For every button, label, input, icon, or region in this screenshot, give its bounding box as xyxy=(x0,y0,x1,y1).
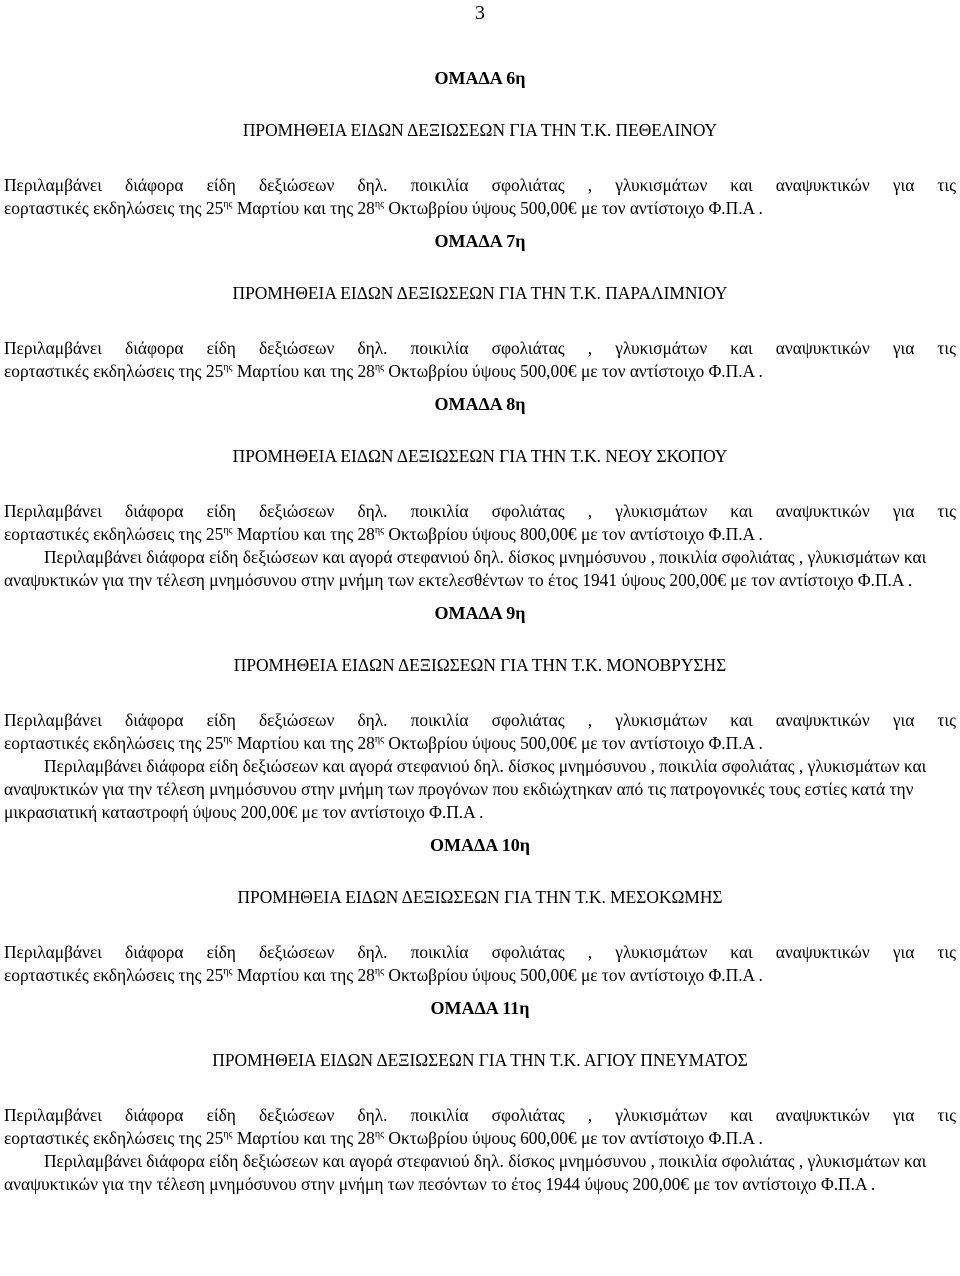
description-line-1: Περιλαμβάνει διάφορα είδη δεξιώσεων δηλ. ποικιλία σφολιάτας , γλυκισμάτων και αναψυκτικών για τις xyxy=(4,1105,956,1125)
description-line-2 xyxy=(4,1127,956,1150)
group-heading: ΟΜΑΔΑ 9η xyxy=(434,603,526,623)
description-text: Οκτωβρίου ύψους 500,00€ με τον αντίστοιχο Φ.Π.Α . xyxy=(384,965,763,985)
superscript-suffix: ης xyxy=(374,525,385,536)
description-line-1: Περιλαμβάνει διάφορα είδη δεξιώσεων δηλ. ποικιλία σφολιάτας , γλυκισμάτων και αναψυκτικών για τις xyxy=(4,175,956,195)
group-section xyxy=(4,393,956,592)
superscript-suffix: ης xyxy=(223,525,233,536)
description-text: Μαρτίου και της 28 xyxy=(232,965,375,985)
group-section xyxy=(4,602,956,824)
description-text: εορταστικές εκδηλώσεις της 25 xyxy=(4,198,224,218)
group-heading: ΟΜΑΔΑ 6η xyxy=(434,68,526,88)
document-body xyxy=(4,67,956,1196)
description-text: Οκτωβρίου ύψους 500,00€ με τον αντίστοιχο Φ.Π.Α . xyxy=(384,198,763,218)
description-text: Οκτωβρίου ύψους 500,00€ με τον αντίστοιχο Φ.Π.Α . xyxy=(384,361,763,381)
description-line-2 xyxy=(4,964,956,987)
description-line-1: Περιλαμβάνει διάφορα είδη δεξιώσεων δηλ. ποικιλία σφολιάτας , γλυκισμάτων και αναψυκτικών για τις xyxy=(4,338,956,358)
superscript-suffix: ης xyxy=(223,362,233,373)
group-section xyxy=(4,67,956,220)
description-text: εορταστικές εκδηλώσεις της 25 xyxy=(4,733,224,753)
group-title: ΠΡΟΜΗΘΕΙΑ ΕΙΔΩΝ ΔΕΞΙΩΣΕΩΝ ΓΙΑ ΤΗΝ Τ.Κ. ΜΟΝΟΒΡΥΣΗΣ xyxy=(233,655,727,675)
group-section xyxy=(4,230,956,383)
description-text: Μαρτίου και της 28 xyxy=(232,198,375,218)
description-line-1: Περιλαμβάνει διάφορα είδη δεξιώσεων δηλ. ποικιλία σφολιάτας , γλυκισμάτων και αναψυκτικών για τις xyxy=(4,501,956,521)
group-title: ΠΡΟΜΗΘΕΙΑ ΕΙΔΩΝ ΔΕΞΙΩΣΕΩΝ ΓΙΑ ΤΗΝ Τ.Κ. ΜΕΣΟΚΩΜΗΣ xyxy=(237,887,723,907)
group-section xyxy=(4,997,956,1196)
description-line-1: Περιλαμβάνει διάφορα είδη δεξιώσεων δηλ. ποικιλία σφολιάτας , γλυκισμάτων και αναψυκτικών για τις xyxy=(4,710,956,730)
additional-description: Περιλαμβάνει διάφορα είδη δεξιώσεων και αγορά στεφανιού δηλ. δίσκος μνημόσυνου , ποικιλία σφολιάτας , γλυκισμάτων και αναψυκτικών για την τέλεση μνημόσυνου στην μνήμη των προγόνων που εκδιώχτηκαν από τις πατρογονικές τους εστίες κατά την μικρασιατική καταστροφή ύψους 200,00€ με τον αντίστοιχο Φ.Π.Α . xyxy=(4,756,927,822)
group-heading: ΟΜΑΔΑ 10η xyxy=(429,835,530,855)
superscript-suffix: ης xyxy=(374,966,385,977)
additional-description: Περιλαμβάνει διάφορα είδη δεξιώσεων και αγορά στεφανιού δηλ. δίσκος μνημόσυνου , ποικιλία σφολιάτας , γλυκισμάτων και αναψυκτικών για την τέλεση μνημόσυνου στην μνήμη των εκτελεσθέντων το έτος 1941 ύψους 200,00€ με τον αντίστοιχο Φ.Π.Α . xyxy=(4,547,927,590)
description-text: εορταστικές εκδηλώσεις της 25 xyxy=(4,965,224,985)
description-text: εορταστικές εκδηλώσεις της 25 xyxy=(4,361,224,381)
group-title: ΠΡΟΜΗΘΕΙΑ ΕΙΔΩΝ ΔΕΞΙΩΣΕΩΝ ΓΙΑ ΤΗΝ Τ.Κ. ΠΑΡΑΛΙΜΝΙΟΥ xyxy=(232,283,728,303)
superscript-suffix: ης xyxy=(223,199,233,210)
page-number: 3 xyxy=(475,2,485,24)
superscript-suffix: ης xyxy=(223,966,233,977)
superscript-suffix: ης xyxy=(374,199,385,210)
description-text: Οκτωβρίου ύψους 800,00€ με τον αντίστοιχο Φ.Π.Α . xyxy=(384,524,763,544)
description-text: Οκτωβρίου ύψους 500,00€ με τον αντίστοιχο Φ.Π.Α . xyxy=(384,733,763,753)
description-text: Οκτωβρίου ύψους 600,00€ με τον αντίστοιχο Φ.Π.Α . xyxy=(384,1128,763,1148)
description-line-2 xyxy=(4,523,956,546)
additional-description: Περιλαμβάνει διάφορα είδη δεξιώσεων και αγορά στεφανιού δηλ. δίσκος μνημόσυνου , ποικιλία σφολιάτας , γλυκισμάτων και αναψυκτικών για την τέλεση μνημόσυνου στην μνήμη των πεσόντων το έτος 1944 ύψους 200,00€ με τον αντίστοιχο Φ.Π.Α . xyxy=(4,1151,927,1194)
superscript-suffix: ης xyxy=(374,734,385,745)
group-title: ΠΡΟΜΗΘΕΙΑ ΕΙΔΩΝ ΔΕΞΙΩΣΕΩΝ ΓΙΑ ΤΗΝ Τ.Κ. ΑΓΙΟΥ ΠΝΕΥΜΑΤΟΣ xyxy=(212,1050,748,1070)
group-title: ΠΡΟΜΗΘΕΙΑ ΕΙΔΩΝ ΔΕΞΙΩΣΕΩΝ ΓΙΑ ΤΗΝ Τ.Κ. ΝΕΟΥ ΣΚΟΠΟΥ xyxy=(232,446,728,466)
superscript-suffix: ης xyxy=(374,362,385,373)
description-line-2 xyxy=(4,360,956,383)
group-heading: ΟΜΑΔΑ 8η xyxy=(434,394,526,414)
superscript-suffix: ης xyxy=(223,1129,233,1140)
description-line-2 xyxy=(4,197,956,220)
description-text: Μαρτίου και της 28 xyxy=(232,733,375,753)
group-heading: ΟΜΑΔΑ 7η xyxy=(434,231,526,251)
description-text: εορταστικές εκδηλώσεις της 25 xyxy=(4,524,224,544)
group-title: ΠΡΟΜΗΘΕΙΑ ΕΙΔΩΝ ΔΕΞΙΩΣΕΩΝ ΓΙΑ ΤΗΝ Τ.Κ. ΠΕΘΕΛΙΝΟΥ xyxy=(242,120,718,140)
superscript-suffix: ης xyxy=(223,734,233,745)
superscript-suffix: ης xyxy=(374,1129,385,1140)
group-heading: ΟΜΑΔΑ 11η xyxy=(430,998,530,1018)
description-text: Μαρτίου και της 28 xyxy=(232,1128,375,1148)
description-text: Μαρτίου και της 28 xyxy=(232,361,375,381)
description-line-2 xyxy=(4,732,956,755)
description-text: εορταστικές εκδηλώσεις της 25 xyxy=(4,1128,224,1148)
description-line-1: Περιλαμβάνει διάφορα είδη δεξιώσεων δηλ. ποικιλία σφολιάτας , γλυκισμάτων και αναψυκτικών για τις xyxy=(4,942,956,962)
group-section xyxy=(4,834,956,987)
description-text: Μαρτίου και της 28 xyxy=(232,524,375,544)
